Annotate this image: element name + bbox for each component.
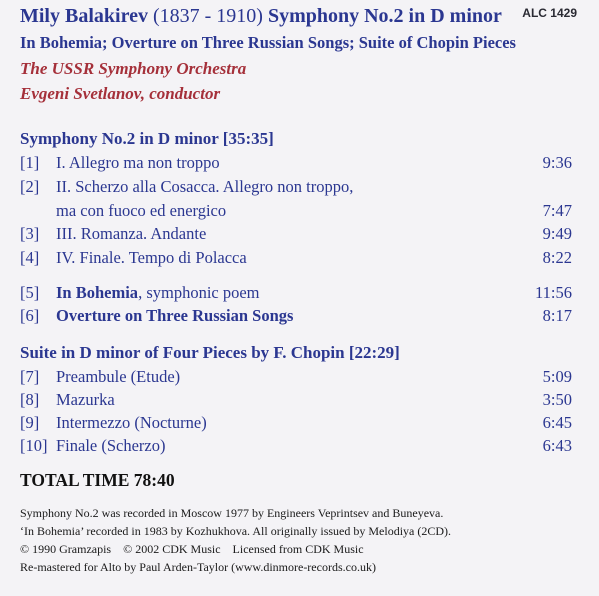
copyright-line: © 1990 Gramzapis © 2002 CDK Music Licensed from CDK Music — [20, 542, 364, 556]
total-time: TOTAL TIME 78:40 — [20, 470, 175, 490]
main-work-title: Symphony No.2 in D minor — [267, 5, 502, 27]
track-number: [10] — [20, 436, 48, 455]
work-title: Overture on Three Russian Songs — [56, 306, 294, 325]
track-time: 8:17 — [542, 306, 572, 325]
suite-heading: Suite in D minor of Four Pieces by F. Chopin [22:29] — [20, 343, 400, 362]
track-time: 9:49 — [542, 224, 572, 243]
recording-note: Symphony No.2 was recorded in Moscow 1977 by Engineers Veprintsev and Buneyeva. — [20, 506, 444, 520]
track-number: [3] — [20, 224, 40, 243]
track-title: II. Scherzo alla Cosacca. Allegro non troppo, — [56, 177, 354, 196]
track-time: 8:22 — [542, 248, 572, 267]
track-number: [1] — [20, 153, 40, 172]
track-title: I. Allegro ma non troppo — [56, 153, 220, 172]
track-title: Finale (Scherzo) — [56, 436, 166, 455]
track-title: IV. Finale. Tempo di Polacca — [56, 248, 247, 267]
recording-note: ‘In Bohemia’ recorded in 1983 by Kozhukhova. All originally issued by Melodiya (2CD). — [20, 524, 452, 538]
conductor-name: Evgeni Svetlanov, conductor — [20, 84, 221, 103]
remaster-credit: Re-mastered for Alto by Paul Arden-Taylor (www.dinmore-records.co.uk) — [20, 560, 376, 574]
track-time: 7:47 — [542, 201, 572, 220]
track-number: [2] — [20, 177, 40, 196]
track-number: [8] — [20, 390, 40, 409]
title-line — [20, 5, 502, 28]
track-title: Preambule (Etude) — [56, 367, 181, 386]
track-number: [9] — [20, 413, 40, 432]
track-title — [56, 283, 260, 303]
track-number: [5] — [20, 283, 40, 302]
work-title: In Bohemia — [56, 283, 139, 302]
track-title — [56, 306, 293, 326]
track-title: Mazurka — [56, 390, 115, 409]
orchestra-name: The USSR Symphony Orchestra — [20, 59, 247, 78]
track-time: 6:43 — [542, 436, 572, 455]
track-title: III. Romanza. Andante — [56, 224, 207, 243]
track-time: 11:56 — [535, 283, 572, 302]
composer-dates: (1837 - 1910) — [152, 5, 263, 27]
catalog-number: ALC 1429 — [522, 6, 577, 20]
composer-name: Mily Balakirev — [20, 5, 148, 27]
track-time: 5:09 — [542, 367, 572, 386]
work-subtitle: , symphonic poem — [138, 283, 260, 302]
track-time: 6:45 — [542, 413, 572, 432]
track-time: 3:50 — [542, 390, 572, 409]
track-number: [4] — [20, 248, 40, 267]
symphony-heading: Symphony No.2 in D minor [35:35] — [20, 129, 274, 148]
other-works: In Bohemia; Overture on Three Russian Songs; Suite of Chopin Pieces — [20, 33, 516, 52]
track-title: Intermezzo (Nocturne) — [56, 413, 207, 432]
track-number: [6] — [20, 306, 40, 325]
track-time: 9:36 — [542, 153, 572, 172]
track-number: [7] — [20, 367, 40, 386]
track-title-continued: ma con fuoco ed energico — [56, 201, 227, 220]
